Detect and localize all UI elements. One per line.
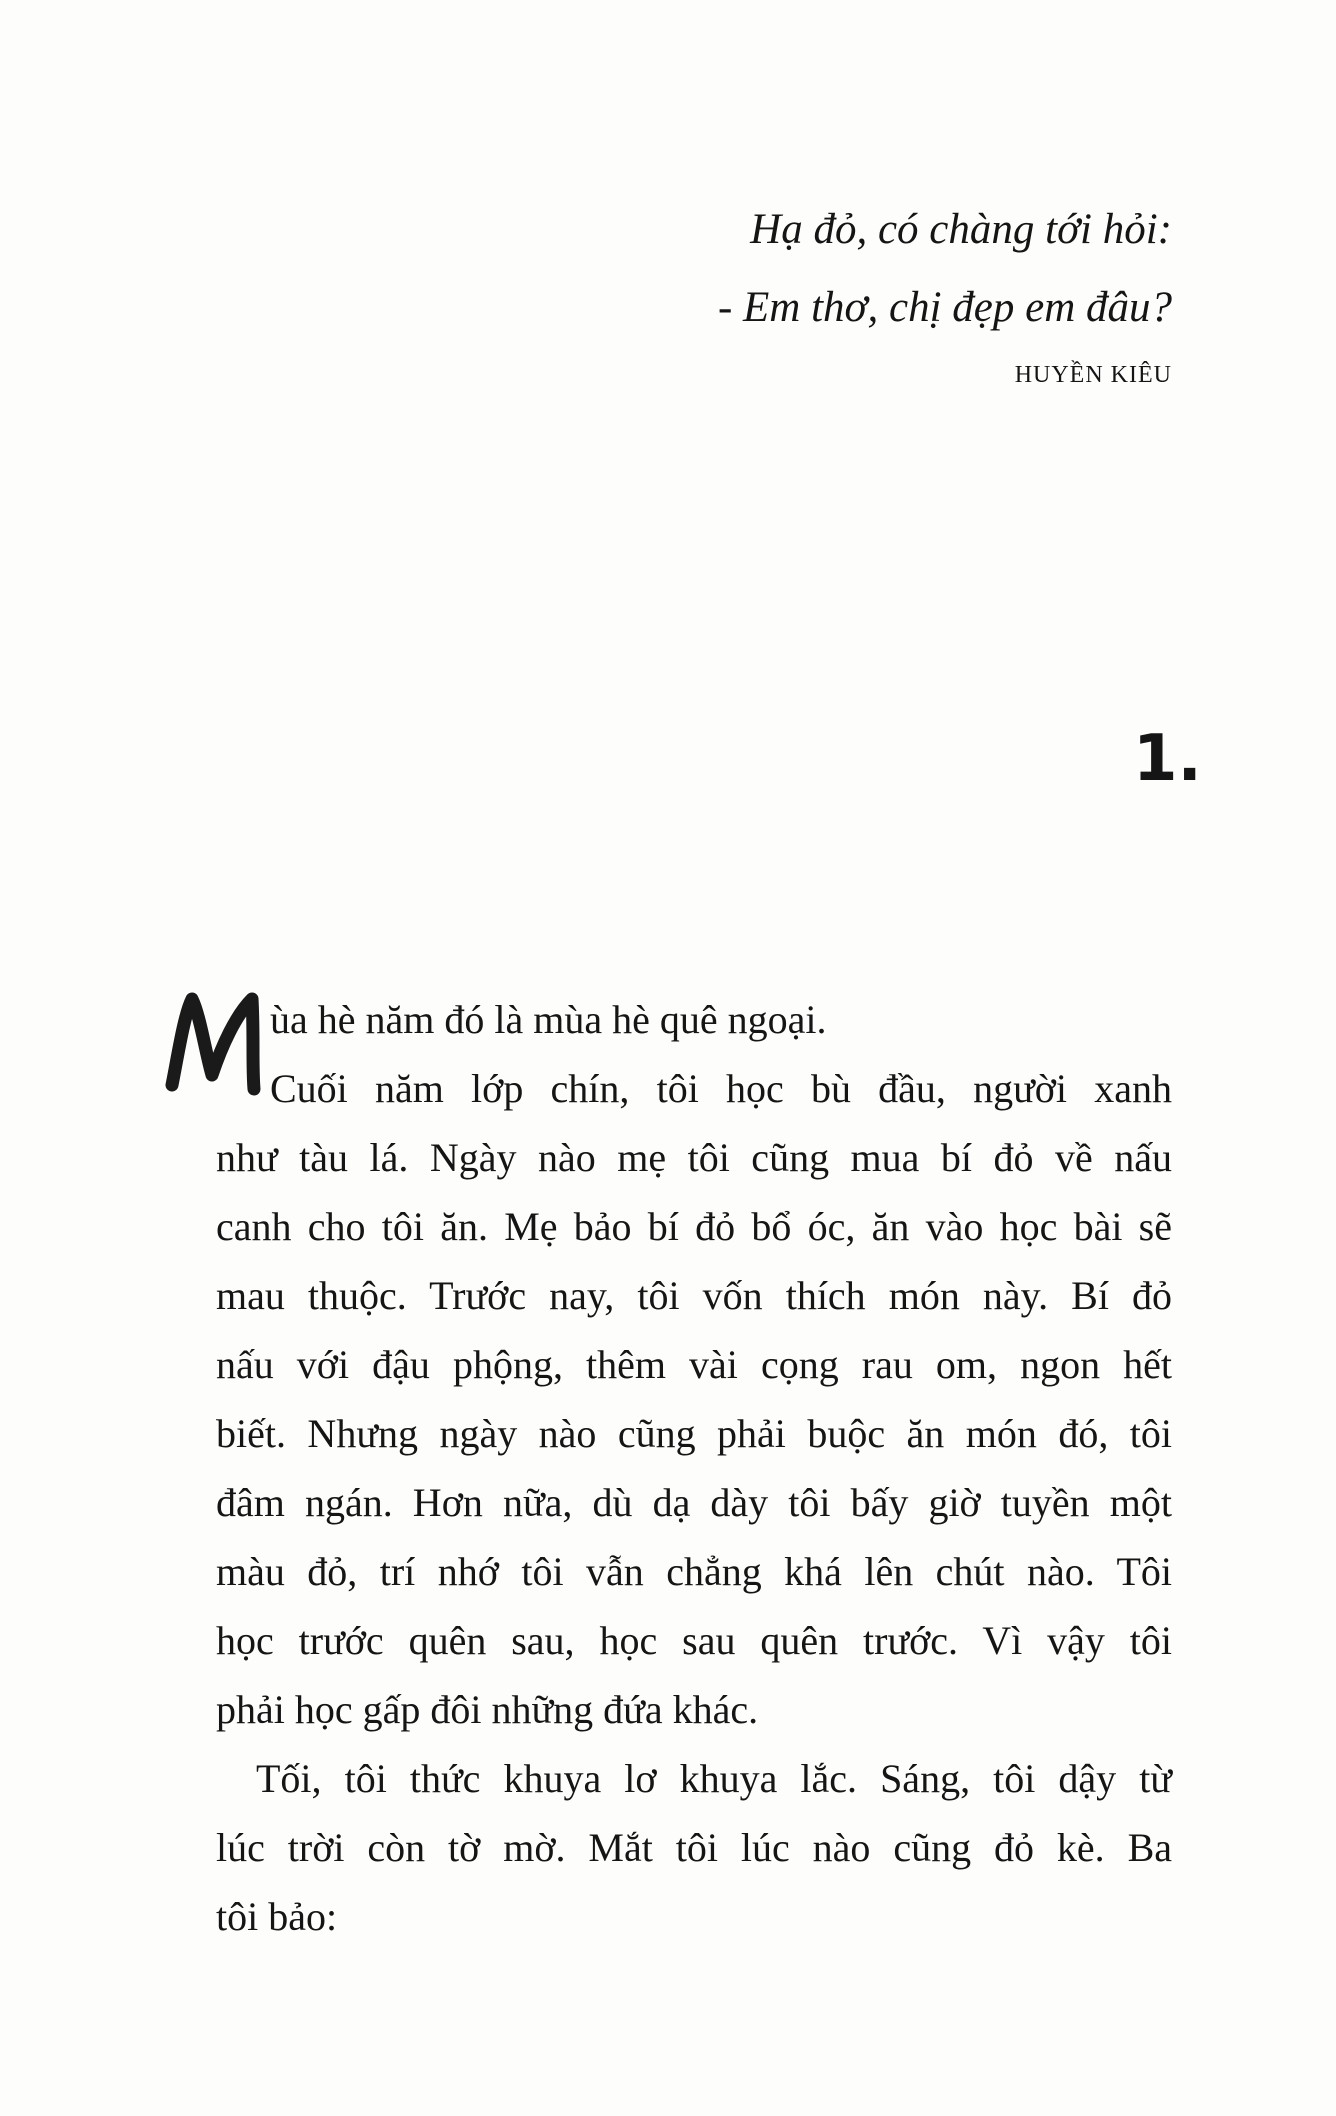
- body-line: phải học gấp đôi những đứa khác.: [216, 1687, 759, 1732]
- epigraph-author: HUYỀN KIÊU: [1014, 362, 1172, 388]
- body-line: mau thuộc. Trước nay, tôi vốn thích món này. Bí đỏ: [216, 1273, 1172, 1318]
- epigraph-line: Hạ đỏ, có chàng tới hỏi:: [750, 206, 1172, 253]
- body-line: biết. Nhưng ngày nào cũng phải buộc ăn món đó, tôi: [216, 1411, 1172, 1456]
- body-line: như tàu lá. Ngày nào mẹ tôi cũng mua bí đỏ về nấu: [216, 1135, 1172, 1180]
- body-line: ùa hè năm đó là mùa hè quê ngoại.: [270, 997, 827, 1042]
- drop-cap-m: [160, 985, 270, 1100]
- body-line: Tối, tôi thức khuya lơ khuya lắc. Sáng, tôi dậy từ: [256, 1756, 1172, 1801]
- body-line: tôi bảo:: [216, 1894, 338, 1939]
- body-line: học trước quên sau, học sau quên trước. Vì vậy tôi: [216, 1618, 1172, 1663]
- body-line: màu đỏ, trí nhớ tôi vẫn chẳng khá lên chút nào. Tôi: [216, 1549, 1172, 1594]
- body-line: nấu với đậu phộng, thêm vài cọng rau om, ngon hết: [216, 1342, 1172, 1387]
- body-line: đâm ngán. Hơn nữa, dù dạ dày tôi bấy giờ tuyền một: [216, 1480, 1172, 1525]
- body-line: lúc trời còn tờ mờ. Mắt tôi lúc nào cũng đỏ kè. Ba: [216, 1825, 1172, 1870]
- body-line: canh cho tôi ăn. Mẹ bảo bí đỏ bổ óc, ăn vào học bài sẽ: [216, 1204, 1172, 1249]
- body-line: Cuối năm lớp chín, tôi học bù đầu, người xanh: [270, 1066, 1172, 1111]
- chapter-number: 1.: [1133, 722, 1202, 796]
- epigraph-line: - Em thơ, chị đẹp em đâu?: [717, 284, 1172, 331]
